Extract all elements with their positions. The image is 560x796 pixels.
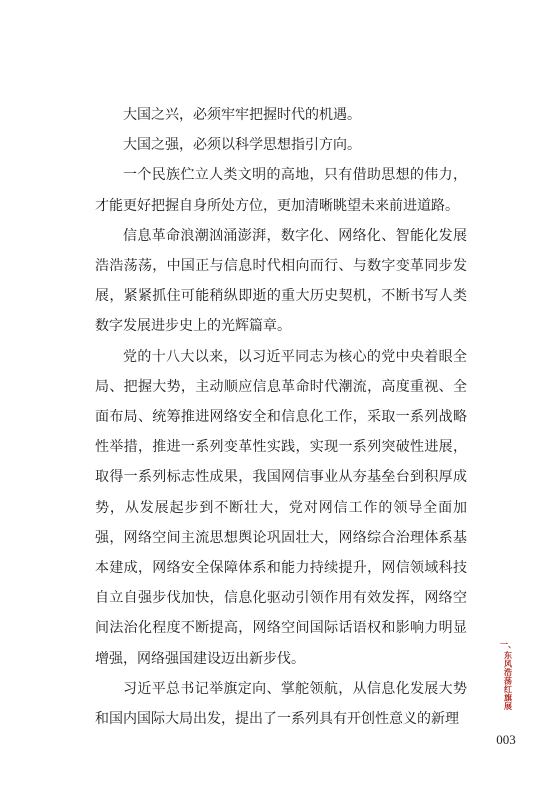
paragraph: 大国之兴，必须牢牢把握时代的机遇。 bbox=[123, 107, 361, 123]
chapter-side-tab bbox=[499, 640, 517, 711]
chapter-number: 一、 bbox=[500, 640, 516, 649]
paragraph: 一个民族伫立人类文明的高地，只有借助思想的伟力，才能更好把握自身所处方位，更加清晰眺望未来前进道路。 bbox=[95, 167, 467, 214]
body-text bbox=[95, 100, 467, 734]
paragraph: 习近平总书记举旗定向、掌舵领航，从信息化发展大势和国内国际大局出发，提出了一系列具有开创性意义的新理 bbox=[95, 680, 467, 728]
page-number: 003 bbox=[496, 732, 516, 747]
paragraph: 党的十八大以来，以习近平同志为核心的党中央着眼全局、把握大势，主动顺应信息革命时代潮流，高度重视、全面布局、统筹推进网络安全和信息化工作，采取一系列战略性举措，推进一系列变革性实践，实现一系列突破性进展，取得一系列标志性成果，我国网信事业从夯基垒台到积厚成势，从发展起步到不断壮大，党对网信工作的领导全面加强，网络空间主流思想舆论巩固壮大，网络综合治理体系基本建成，网络安全保障体系和能力持续提升，网信领域科技自立自强步伐加快，信息化驱动引领作用有效发挥，网络空间法治化程度不断提高，网络空间国际话语权和影响力明显增强，网络强国建设迈出新步伐。 bbox=[95, 348, 467, 667]
paragraph: 信息革命浪潮汹涌澎湃，数字化、网络化、智能化发展浩浩荡荡，中国正与信息时代相向而行、与数字变革同步发展，紧紧抓住可能稍纵即逝的重大历史契机，不断书写人类数字发展进步史上的光辉篇章。 bbox=[95, 227, 467, 335]
paragraph: 大国之强，必须以科学思想指引方向。 bbox=[123, 137, 361, 154]
chapter-title: 东风浩荡红旗展 bbox=[503, 651, 513, 711]
